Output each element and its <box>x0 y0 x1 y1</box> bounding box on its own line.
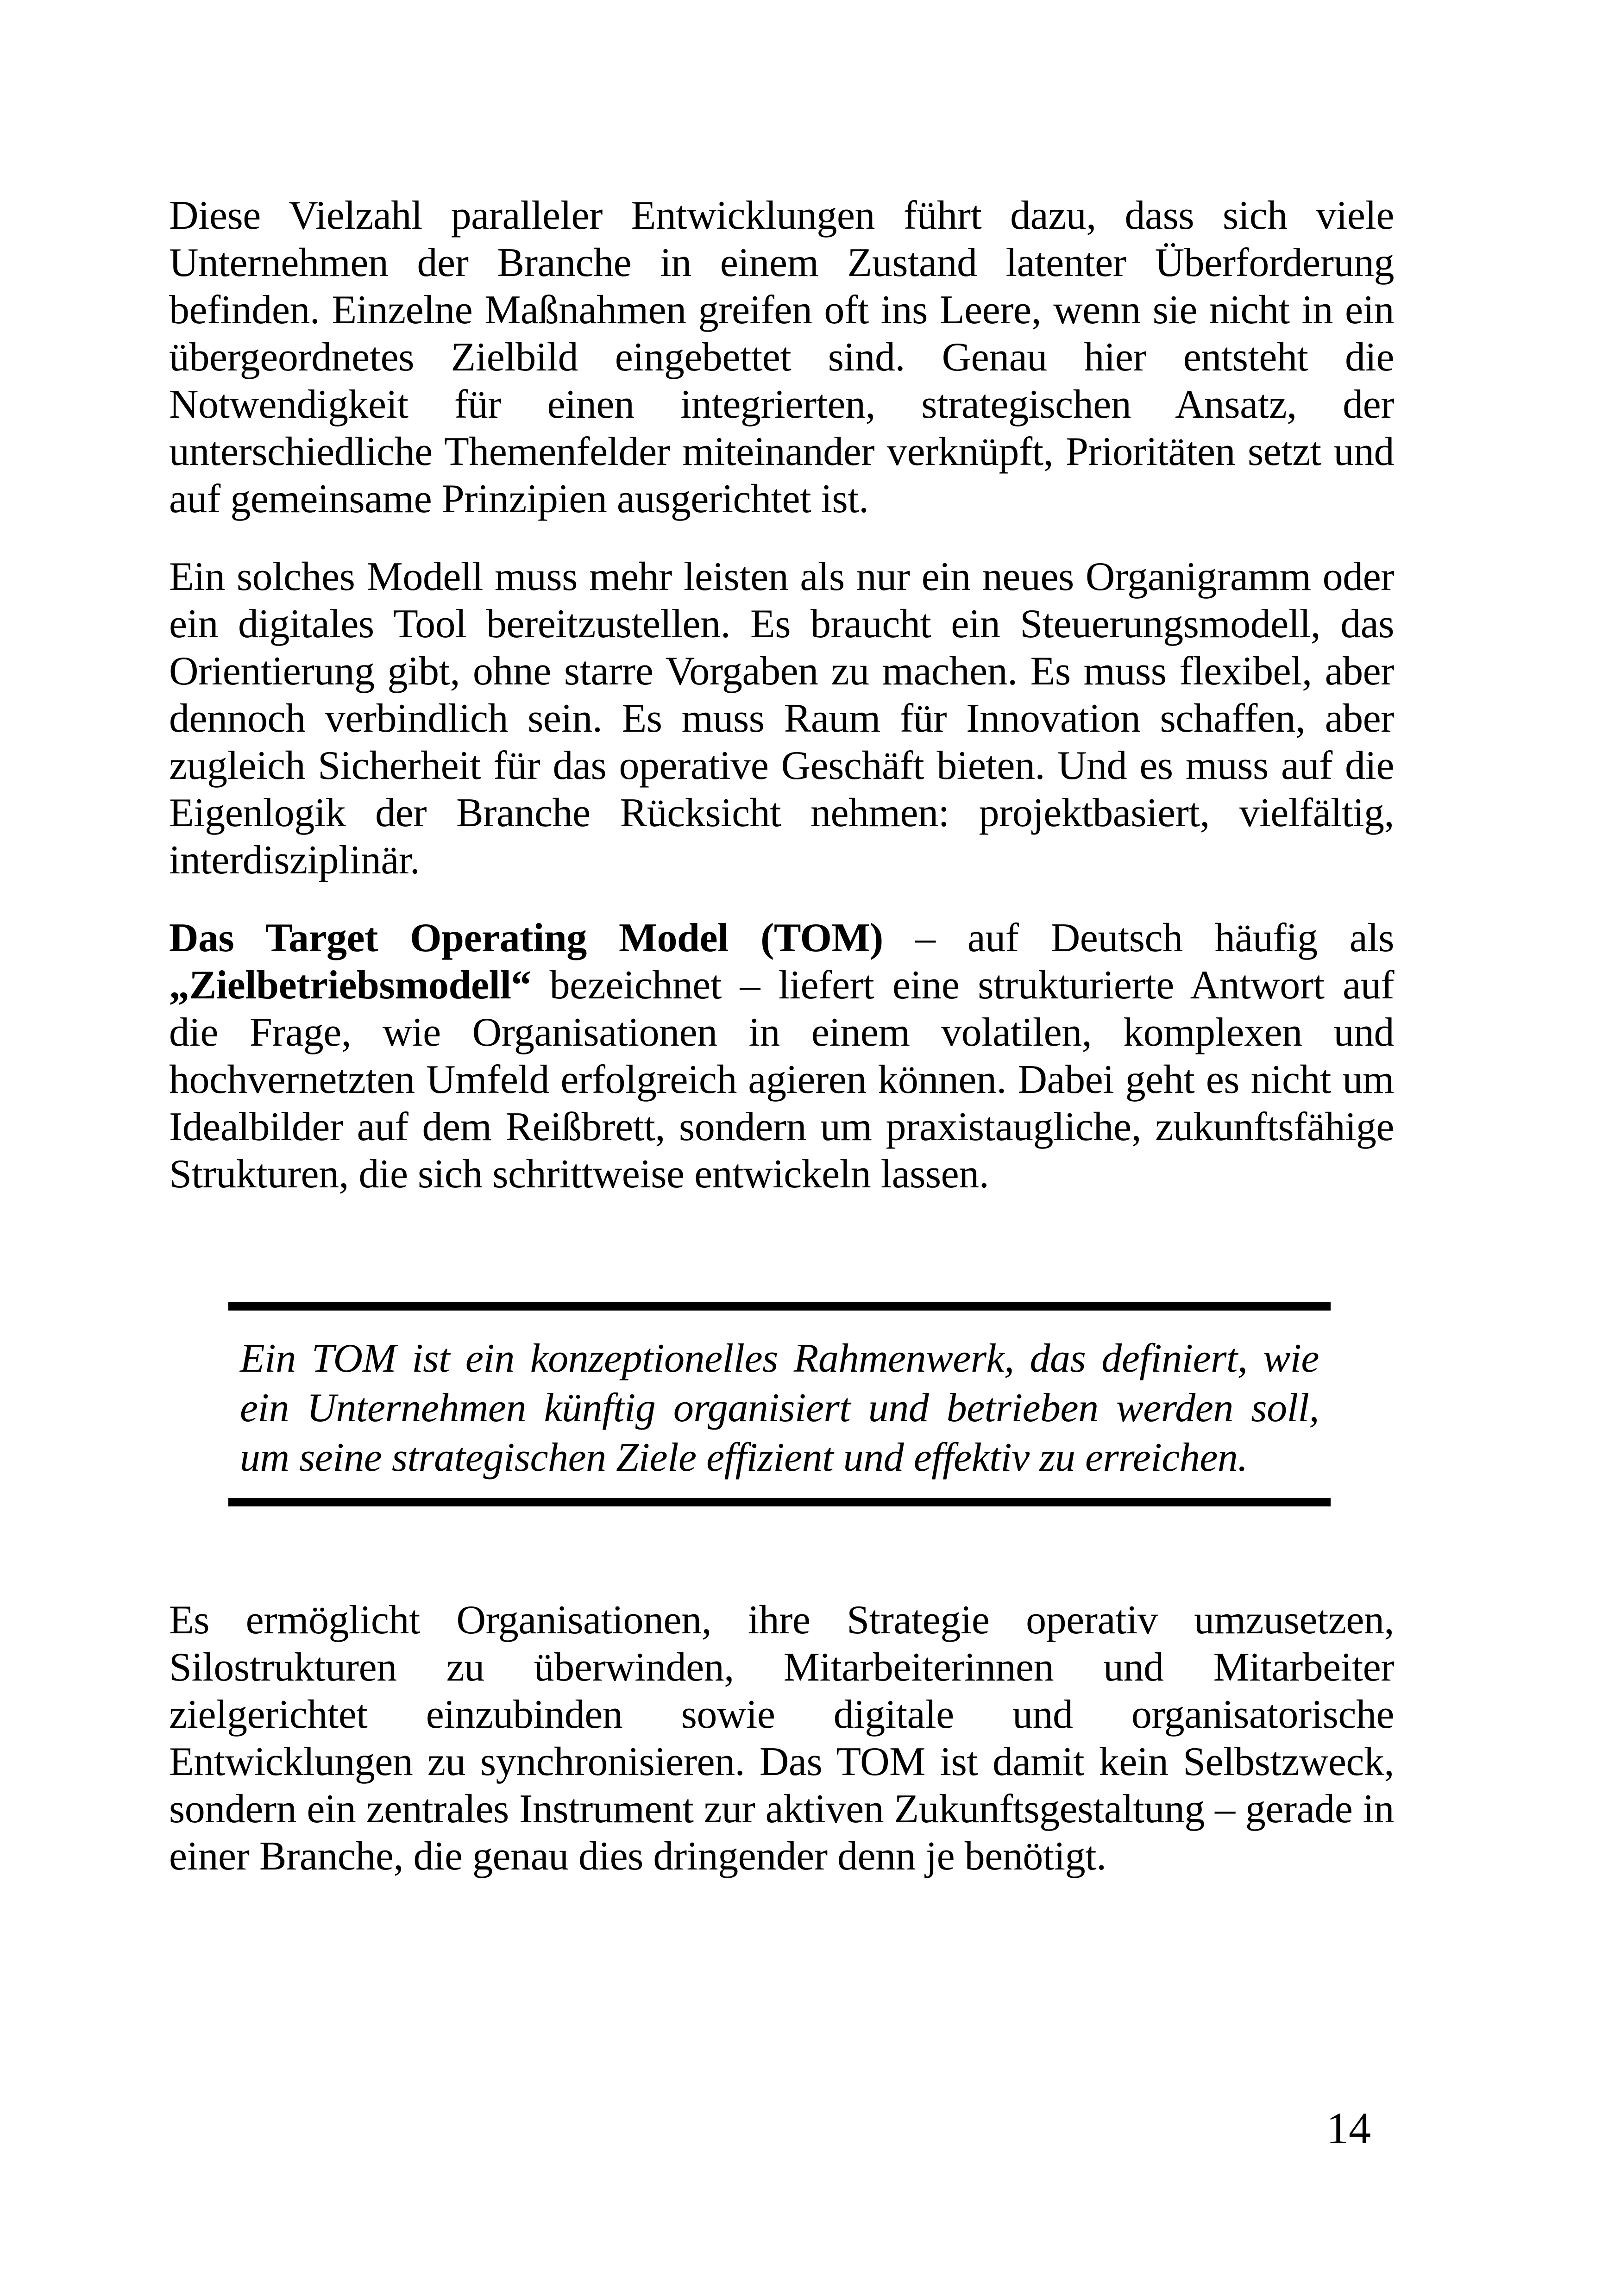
text-block <box>169 192 1394 1911</box>
tom-bold-lead: Das Target Operating Model (TOM) <box>169 916 883 960</box>
paragraph-tom-definition <box>169 915 1394 1198</box>
tom-text-after-lead: – auf Deutsch häufig als <box>883 916 1394 960</box>
zielbetriebsmodell-bold-term: „Zielbetriebsmodell“ <box>169 963 531 1008</box>
tom-definition-quote: Ein TOM ist ein konzeptionelles Rahmenwerk, das definiert, wie ein Unternehmen künftig organisiert und betrieben werden soll, um seine strategischen Ziele effizient und effektiv zu erreichen. <box>228 1302 1331 1506</box>
paragraph-overload: Diese Vielzahl paralleler Entwicklungen führt dazu, dass sich viele Unternehmen der Branche in einem Zustand latenter Überforderung befinden. Einzelne Maßnahmen greifen oft ins Leere, wenn sie nicht in ein übergeordnetes Zielbild eingebettet sind. Genau hier entsteht die Notwendigkeit für einen integrierten, strategischen Ansatz, der unterschiedliche Themenfelder miteinander verknüpft, Prioritäten setzt und auf gemeinsame Prinzipien ausgerichtet ist. <box>169 193 1394 521</box>
page-number: 14 <box>1326 2103 1371 2153</box>
paragraph-model-requirements: Ein solches Modell muss mehr leisten als nur ein neues Organigramm oder ein digitales Tool bereitzustellen. Es braucht ein Steuerungsmodell, das Orientierung gibt, ohne starre Vorgaben zu machen. Es muss flexibel, aber dennoch verbindlich sein. Es muss Raum für Innovation schaffen, aber zugleich Sicherheit für das operative Geschäft bieten. Und es muss auf die Eigenlogik der Branche Rücksicht nehmen: projektbasiert, vielfältig, interdisziplinär. <box>169 554 1394 883</box>
tom-text-after-term: bezeichnet – liefert eine strukturierte Antwort auf die Frage, wie Organisationen in einem volatilen, komplexen und hochvernetzten Umfeld erfolgreich agieren können. Dabei geht es nicht um Idealbilder auf dem Reißbrett, sondern um praxistaugliche, zukunftsfähige Strukturen, die sich schrittweise entwickeln lassen. <box>169 963 1394 1197</box>
paragraph-tom-benefits: Es ermöglicht Organisationen, ihre Strategie operativ umzusetzen, Silostrukturen zu überwinden, Mitarbeiterinnen und Mitarbeiter zielgerichtet einzubinden sowie digitale und organisatorische Entwicklungen zu synchronisieren. Das TOM ist damit kein Selbstzweck, sondern ein zentrales Instrument zur aktiven Zukunftsgestaltung – gerade in einer Branche, die genau dies dringender denn je benötigt. <box>169 1598 1394 1879</box>
